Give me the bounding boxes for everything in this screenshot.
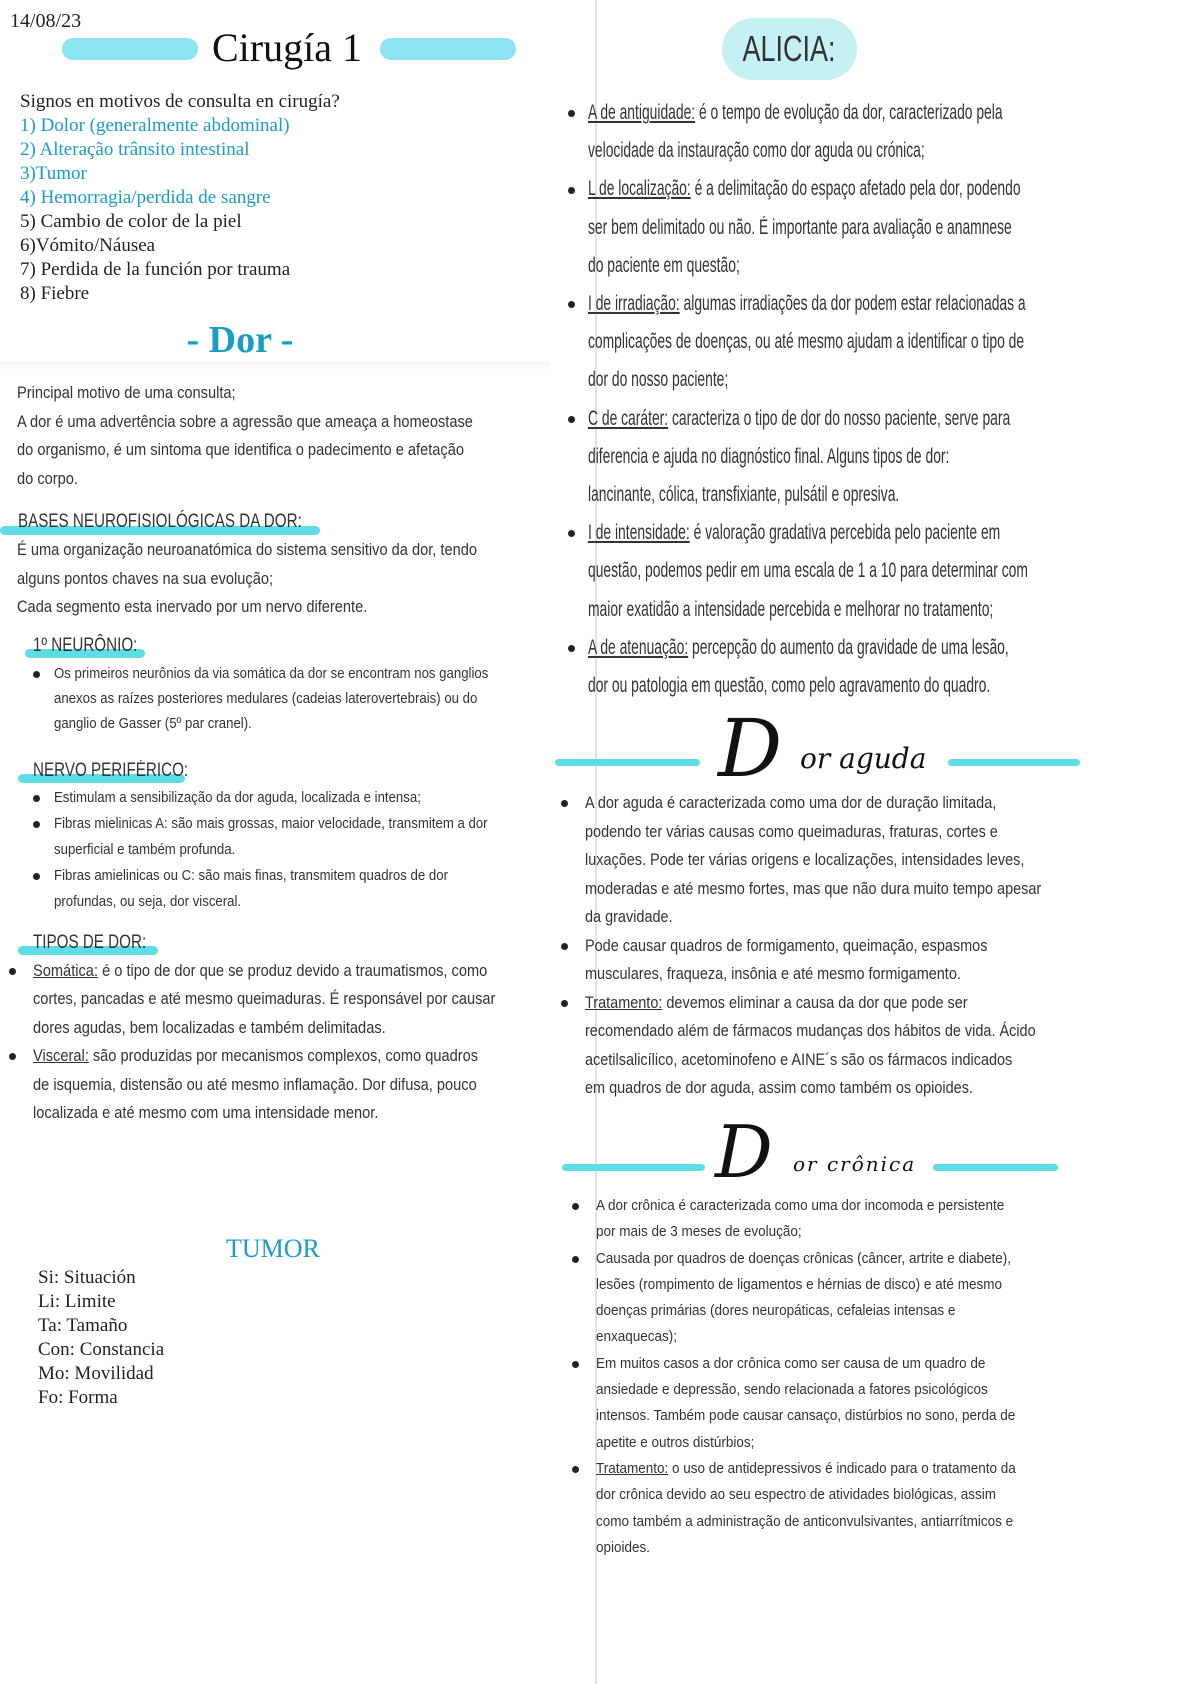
sign-item: 7) Perdida de la función por trauma <box>20 259 291 280</box>
author-name: ALICIA: <box>742 28 837 69</box>
text-line <box>33 1042 495 1070</box>
line-text: é a delimitação do espaço afetado pela dor, podendo <box>690 177 1021 201</box>
list-item <box>588 285 1184 400</box>
tumor-item: Con: Constancia <box>38 1339 165 1360</box>
item-label: C de caráter: <box>588 406 669 430</box>
bullet-icon <box>572 1361 579 1368</box>
text-line <box>588 667 1028 705</box>
list-item <box>585 989 1122 1103</box>
line-text: por mais de 3 meses de evolução; <box>596 1223 802 1241</box>
item-label: Tratamento: <box>585 992 663 1012</box>
line-text: Pode causar quadros de formigamento, queimação, espasmos <box>585 935 988 955</box>
tumor-item: Fo: Forma <box>38 1387 118 1408</box>
text-line <box>585 1017 1041 1046</box>
text-line <box>596 1193 1016 1219</box>
text-line <box>33 985 495 1013</box>
line-text: Fibras amielinicas ou C: são mais finas, transmitem quadros de dor <box>54 867 448 884</box>
line-text: da gravidade. <box>585 907 673 926</box>
text-line <box>585 932 1041 961</box>
heading-line <box>948 759 1080 766</box>
bullet-icon <box>568 187 575 194</box>
text-line <box>33 1071 495 1099</box>
line-text: caracteriza o tipo de dor do nosso paciente, serve para <box>668 406 1011 430</box>
text-line <box>588 591 1028 629</box>
line-text: dor ou patologia em questão, como pelo agravamento do quadro. <box>588 674 991 698</box>
list-item <box>54 811 547 863</box>
dor-aguda-heading: D or aguda <box>718 702 927 795</box>
line-text: superficial e também profunda. <box>54 841 236 858</box>
line-text: ser bem delimitado ou não. É importante para avaliação e anamnese <box>588 215 1012 239</box>
item-label: Somática: <box>33 961 99 980</box>
line-text: A dor aguda é caracterizada como uma dor de duração limitada, <box>585 793 997 812</box>
line-text: do corpo. <box>17 468 78 488</box>
tumor-heading: TUMOR <box>226 1234 320 1263</box>
line-text: percepção do aumento da gravidade de uma lesão, <box>688 635 1009 659</box>
list-item <box>596 1193 1062 1246</box>
text-line <box>54 686 488 711</box>
text-line <box>588 629 1028 667</box>
heading-line <box>933 1164 1058 1171</box>
neuronio-heading: 1º NEURÔNIO: <box>33 635 138 656</box>
tumor-item: Ta: Tamaño <box>38 1315 128 1336</box>
text-line <box>596 1482 1016 1508</box>
sign-item: 2) Alteração trânsito intestinal <box>20 139 250 160</box>
list-item <box>585 789 1122 932</box>
text-line <box>588 400 1028 438</box>
date: 14/08/23 <box>10 10 82 32</box>
text-line <box>54 785 488 811</box>
sign-item: 1) Dolor (generalmente abdominal) <box>20 115 290 136</box>
line-text: maior exatidão a intensidade percebida e melhorar no tratamento; <box>588 597 994 621</box>
text-line <box>17 565 477 594</box>
list-item <box>54 785 547 811</box>
section-shadow <box>0 362 550 370</box>
text-line <box>588 247 1028 285</box>
text-line <box>33 1014 495 1042</box>
list-item <box>588 170 1184 285</box>
line-text: devemos eliminar a causa da dor que pode ser <box>662 992 968 1012</box>
text-line <box>585 903 1041 932</box>
item-label: I de irradiação: <box>588 292 680 316</box>
sign-item: 3)Tumor <box>20 163 87 184</box>
text-line <box>588 323 1028 361</box>
line-text: complicações de doenças, ou até mesmo ajudam a identificar o tipo de <box>588 330 1025 354</box>
line-text: acetilsalicílico, acetominofeno e AINE´s são os fármacos indicados <box>585 1049 1013 1069</box>
list-item <box>54 661 548 736</box>
text-line <box>585 1046 1041 1075</box>
line-text: podendo ter várias causas como queimaduras, fraturas, cortes e <box>585 821 998 841</box>
neuronio-list <box>54 661 548 736</box>
line-text: musculares, fraqueza, insônia e até mesmo formigamento. <box>585 964 961 983</box>
text-line <box>585 989 1041 1018</box>
bases-heading: BASES NEUROFISIOLÓGICAS DA DOR: <box>18 511 302 532</box>
text-line <box>54 889 488 915</box>
text-line <box>596 1351 1016 1377</box>
line-text: Em muitos casos a dor crônica como ser causa de um quadro de <box>596 1354 986 1372</box>
list-item <box>596 1456 1062 1561</box>
line-text: ansiedade e depressão, sendo relacionada a fatores psicológicos <box>596 1381 988 1399</box>
text-line <box>17 593 477 622</box>
line-text: o uso de antidepressivos é indicado para o tratamento da <box>668 1459 1016 1477</box>
line-text: é valoração gradativa percebida pelo paciente em <box>689 521 1001 545</box>
text-line <box>54 711 488 736</box>
list-item <box>585 932 1122 989</box>
list-item <box>588 400 1184 515</box>
line-text: cortes, pancadas e até mesmo queimaduras. É responsável por causar <box>33 989 496 1009</box>
bullet-icon <box>33 795 40 802</box>
text-line <box>596 1430 1016 1456</box>
text-line <box>596 1298 1016 1324</box>
text-line <box>588 552 1028 590</box>
line-text: moderadas e até mesmo fortes, mas que não dura muito tempo apesar <box>585 878 1042 898</box>
line-text: doenças primárias (dores neuropáticas, cefaleias intensas e <box>596 1302 956 1320</box>
line-text: é o tempo de evolução da dor, caracterizado pela <box>695 101 1003 124</box>
name-pill <box>722 18 857 80</box>
line-text: são produzidas por mecanismos complexos, como quadros <box>88 1046 479 1066</box>
page-title: Cirugía 1 <box>212 25 362 70</box>
line-text: é o tipo de dor que se produz devido a traumatismos, como <box>98 961 488 980</box>
item-label: A de antiguidade: <box>588 101 696 124</box>
bullet-icon <box>561 800 568 807</box>
signs-list <box>20 90 340 306</box>
text-line <box>596 1324 1016 1350</box>
text-line <box>585 846 1041 875</box>
bases-paragraph <box>17 536 552 622</box>
dor-cronica-list <box>596 1193 1062 1561</box>
text-line <box>17 465 473 494</box>
text-line <box>596 1403 1016 1429</box>
list-item <box>33 1042 571 1127</box>
text-line <box>54 863 488 889</box>
line-text: Fibras mielinicas A: são mais grossas, maior velocidade, transmitem a dor <box>54 815 488 832</box>
text-line <box>596 1246 1016 1272</box>
text-line <box>588 132 1028 170</box>
line-text: ganglio de Gasser (5º par cranel). <box>54 715 252 732</box>
text-line <box>596 1535 1016 1561</box>
bullet-icon <box>568 416 575 423</box>
line-text: do organismo, é um sintoma que identifica o padecimento e afetação <box>17 440 464 459</box>
bullet-icon <box>568 645 575 652</box>
line-text: alguns pontos chaves na sua evolução; <box>17 568 274 588</box>
line-text: opioides. <box>596 1538 651 1556</box>
list-item <box>17 379 547 493</box>
item-label: Visceral: <box>33 1046 89 1066</box>
text-line <box>54 661 488 686</box>
bullet-icon <box>561 943 568 950</box>
line-text: localizada e até mesmo com uma intensidade menor. <box>33 1103 379 1123</box>
bullet-icon <box>9 1053 16 1060</box>
text-line <box>33 957 495 985</box>
tumor-list <box>38 1266 164 1410</box>
line-text: luxações. Pode ter várias origens e localizações, intensidades leves, <box>585 850 1025 869</box>
text-line <box>588 170 1028 208</box>
question: Signos en motivos de consulta en cirugía? <box>20 91 340 112</box>
line-text: dor crônica devido ao seu espectro de atividades biológicas, assim <box>596 1486 996 1504</box>
line-text: em quadros de dor aguda, assim como também os opioides. <box>585 1078 973 1097</box>
text-line <box>588 285 1028 323</box>
line-text: anexos as raízes posteriores medulares (cadeias laterovertebrais) ou do <box>54 690 478 707</box>
bullet-icon <box>572 1256 579 1263</box>
text-line <box>596 1219 1016 1245</box>
list-item <box>17 536 552 622</box>
text-line <box>596 1272 1016 1298</box>
text-line <box>17 379 473 408</box>
line-text: lancinante, cólica, transfixiante, pulsátil e opresiva. <box>588 483 900 507</box>
tumor-item: Li: Limite <box>38 1291 116 1312</box>
text-line <box>588 438 1028 476</box>
text-line <box>17 408 473 437</box>
line-text: profundas, ou seja, dor visceral. <box>54 893 242 910</box>
line-text: dores agudas, bem localizadas e também delimitadas. <box>33 1017 386 1037</box>
text-line <box>588 209 1028 247</box>
text-line <box>54 811 488 837</box>
text-line <box>588 361 1028 399</box>
text-line <box>585 818 1041 847</box>
bullet-icon <box>9 968 16 975</box>
text-line <box>596 1509 1016 1535</box>
text-line <box>588 94 1028 132</box>
line-text: do paciente em questão; <box>588 253 740 277</box>
text-line <box>585 960 1041 989</box>
list-item <box>596 1351 1062 1456</box>
bullet-icon <box>568 301 575 308</box>
bullet-icon <box>568 110 575 117</box>
line-text: É uma organização neuroanatómica do sistema sensitivo da dor, tendo <box>17 540 478 559</box>
line-text: enxaquecas); <box>596 1328 678 1346</box>
dor-aguda-list <box>585 789 1122 1103</box>
nervo-heading: NERVO PERIFÉRICO: <box>33 760 189 781</box>
bullet-icon <box>572 1466 579 1473</box>
bullet-icon <box>33 873 40 880</box>
dor-cronica-heading: D or crônica <box>715 1110 917 1194</box>
line-text: velocidade da instauração como dor aguda ou crónica; <box>588 139 925 163</box>
line-text: questão, podemos pedir em uma escala de 1 a 10 para determinar com <box>588 559 1028 583</box>
text-line <box>585 1074 1041 1103</box>
title-pill-left <box>62 38 198 60</box>
bullet-icon <box>568 530 575 537</box>
text-line <box>17 536 477 565</box>
item-label: Tratamento: <box>596 1459 669 1477</box>
line-text: A dor é uma advertência sobre a agressão que ameaça a homeostase <box>17 411 473 431</box>
title-pill-right <box>380 38 516 60</box>
text-line <box>596 1456 1016 1482</box>
line-text: dor do nosso paciente; <box>588 368 729 392</box>
heading-line <box>562 1164 705 1171</box>
sign-item: 5) Cambio de color de la piel <box>20 211 242 232</box>
line-text: lesões (rompimento de ligamentos e hérnias de disco) e até mesmo <box>596 1275 1002 1293</box>
text-line <box>585 875 1041 904</box>
list-item <box>588 514 1184 629</box>
nervo-list <box>54 785 547 915</box>
alicia-list <box>588 94 1184 705</box>
line-text: Causada por quadros de doenças crônicas (câncer, artrite e diabete), <box>596 1249 1011 1267</box>
sign-item: 4) Hemorragia/perdida de sangre <box>20 187 271 208</box>
list-item <box>588 629 1184 705</box>
bullet-icon <box>33 671 40 678</box>
heading-line <box>555 759 700 766</box>
bullet-icon <box>572 1203 579 1210</box>
line-text: algumas irradiações da dor podem estar relacionadas a <box>679 292 1026 316</box>
list-item <box>596 1246 1062 1351</box>
line-text: Principal motivo de uma consulta; <box>17 383 236 402</box>
line-text: diferencia e ajuda no diagnóstico final. Alguns tipos de dor: <box>588 444 950 468</box>
tumor-item: Mo: Movilidad <box>38 1363 154 1384</box>
dor-heading: - Dor - <box>186 319 294 361</box>
bullet-icon <box>33 821 40 828</box>
line-text: Estimulam a sensibilização da dor aguda, localizada e intensa; <box>54 789 421 806</box>
text-line <box>596 1377 1016 1403</box>
line-text: Os primeiros neurônios da via somática da dor se encontram nos ganglios <box>54 665 489 682</box>
sign-item: 8) Fiebre <box>20 283 90 304</box>
line-text: intensos. Também pode causar cansaço, distúrbios no sono, perda de <box>596 1407 1016 1425</box>
line-text: apetite e outros distúrbios; <box>596 1433 755 1451</box>
text-line <box>54 837 488 863</box>
line-text: como também a administração de anticonvulsivantes, antiarrítmicos e <box>596 1512 1014 1530</box>
tipos-heading: TIPOS DE DOR: <box>33 932 147 953</box>
sign-item: 6)Vómito/Náusea <box>20 235 156 256</box>
list-item <box>54 863 547 915</box>
item-label: A de atenuação: <box>588 635 689 659</box>
item-label: L de localização: <box>588 177 691 201</box>
item-label: I de intensidade: <box>588 521 690 545</box>
text-line <box>585 789 1041 818</box>
line-text: recomendado além de fármacos mudanças dos hábitos de vida. Ácido <box>585 1021 1036 1040</box>
text-line <box>588 514 1028 552</box>
text-line <box>33 1099 495 1127</box>
tipos-list <box>33 957 571 1127</box>
text-line <box>588 476 1028 514</box>
text-line <box>17 436 473 465</box>
line-text: de isquemia, distensão ou até mesmo inflamação. Dor difusa, pouco <box>33 1074 477 1094</box>
line-text: A dor crônica é caracterizada como uma dor incomoda e persistente <box>596 1197 1005 1214</box>
tumor-item: Si: Situación <box>38 1267 136 1288</box>
bullet-icon <box>561 1000 568 1007</box>
intro-paragraph <box>17 379 547 493</box>
line-text: Cada segmento esta inervado por um nervo diferente. <box>17 597 368 616</box>
list-item <box>33 957 571 1042</box>
list-item <box>588 94 1184 170</box>
